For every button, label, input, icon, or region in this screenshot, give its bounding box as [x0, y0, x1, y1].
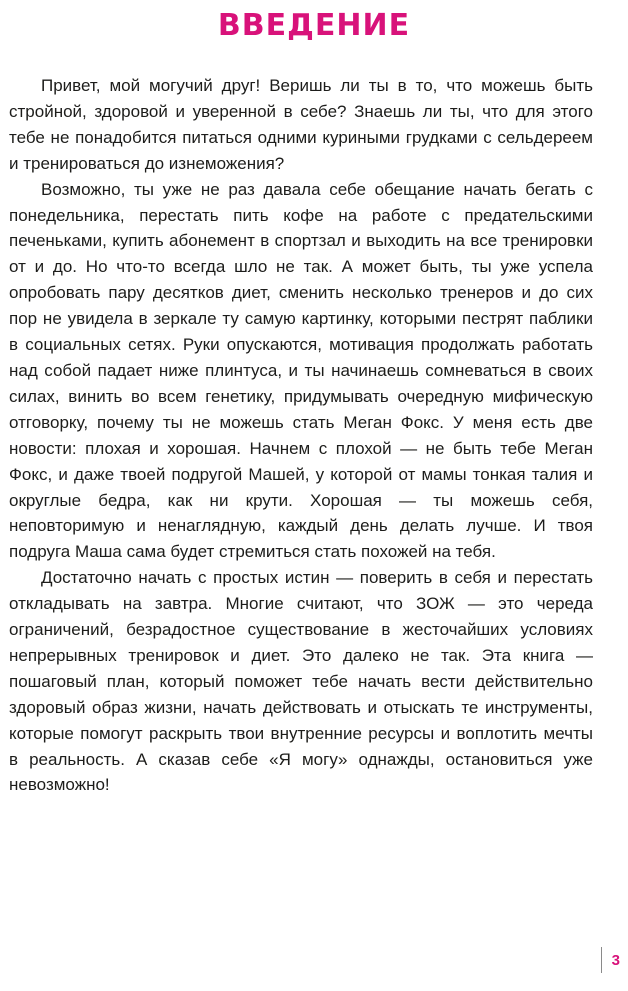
paragraph: Возможно, ты уже не раз давала себе обещание начать бегать с понедельника, перестать пить кофе на работе с предательскими печеньками, купить абонемент в спортзал и выходить на все тренировки от и до. Но что-то всегда шло не так. А может быть, ты уже успела опробовать пару десятков диет, сменить несколько тренеров и до сих пор не увидела в зеркале ту самую картинку, которыми пестрят паблики в социальных сетях. Руки опускаются, мотивация продолжать работать над собой падает ниже плинтуса, и ты начинаешь сомневаться в своих силах, винить во всем генетику, придумывать очередную мифическую отговорку, почему ты не можешь стать Меган Фокс. У меня есть две новости: плохая и хорошая. Начнем с плохой — не быть тебе Меган Фокс, и даже твоей подругой Машей, у которой от мамы тонкая талия и округлые бедра, как ни крути. Хорошая — ты можешь себя, неповторимую и ненаглядную, каждый день делать лучше. И твоя подруга Маша сама будет стремиться стать похожей на тебя.	[9, 179, 593, 562]
paragraph: Привет, мой могучий друг! Веришь ли ты в то, что можешь быть стройной, здоровой и уверенной в себе? Знаешь ли ты, что для этого тебе не понадобится питаться одними куриными грудками с сельдереем и тренироваться до изнеможения?	[9, 76, 593, 173]
chapter-title: ВВЕДЕНИЕ	[217, 8, 411, 43]
page-footer	[601, 947, 620, 973]
page-number: 3	[611, 951, 620, 969]
page-number-divider	[601, 947, 602, 973]
body-text	[9, 73, 593, 798]
paragraph: Достаточно начать с простых истин — поверить в себя и перестать откладывать на завтра. Многие считают, что ЗОЖ — это череда ограничений, безрадостное существование в жесточайших условиях непрерывных тренировок и диет. Это далеко не так. Эта книга — пошаговый план, который поможет тебе начать вести действительно здоровый образ жизни, начать действовать и отыскать те инструменты, которые помогут раскрыть твои внутренние ресурсы и воплотить мечты в реальность. А сказав себе «Я могу» однажды, остановиться уже невозможно!	[9, 568, 593, 795]
